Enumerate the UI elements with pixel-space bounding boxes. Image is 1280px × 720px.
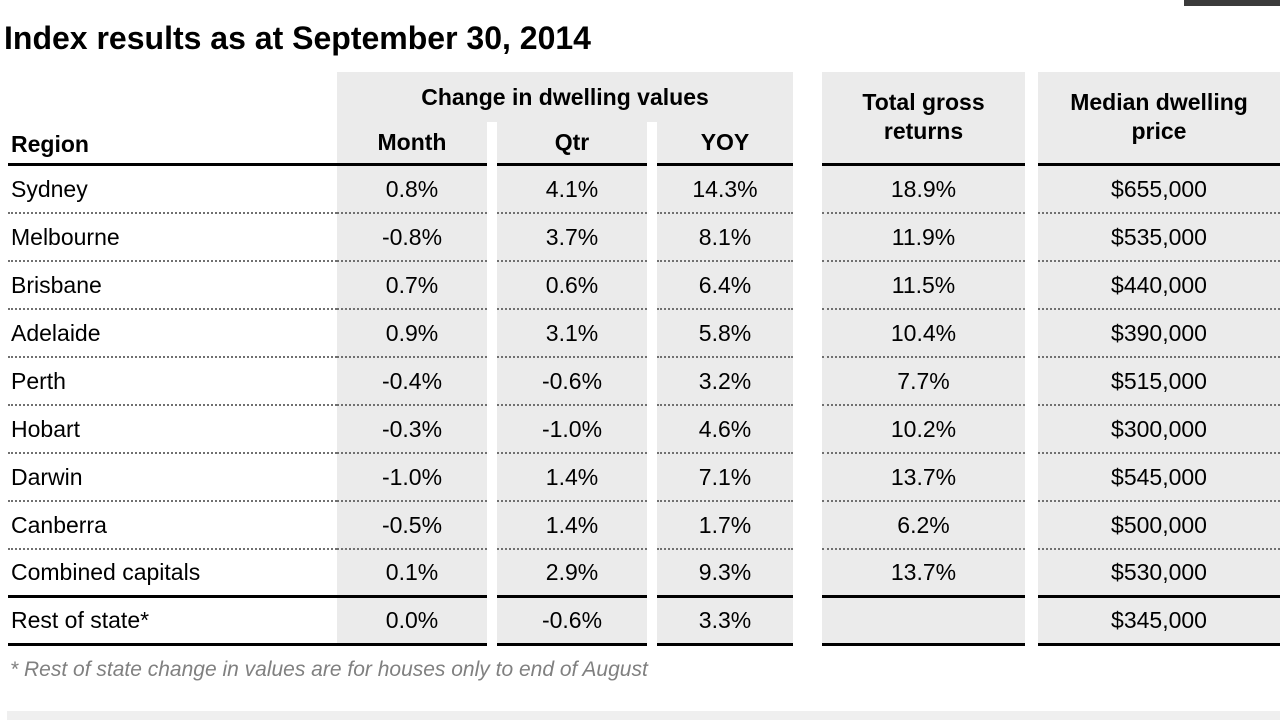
region-cell: Combined capitals xyxy=(8,550,337,598)
decorative-dark-bar xyxy=(1184,0,1280,6)
table-row xyxy=(8,214,1280,262)
total-gross-returns-cell: 11.9% xyxy=(822,214,1025,262)
group-header-change-in-dwelling-values: Change in dwelling values xyxy=(337,72,793,122)
region-cell: Brisbane xyxy=(8,262,337,310)
region-cell: Melbourne xyxy=(8,214,337,262)
column-group-gap xyxy=(793,502,822,550)
month-value-cell: -0.8% xyxy=(337,214,487,262)
column-group-gap xyxy=(793,214,822,262)
yoy-value-cell: 4.6% xyxy=(657,406,793,454)
column-group-gap xyxy=(793,406,822,454)
median-price-cell: $545,000 xyxy=(1038,454,1280,502)
column-header-yoy: YOY xyxy=(657,122,793,166)
table-row xyxy=(8,310,1280,358)
region-cell: Rest of state* xyxy=(8,598,337,646)
column-gap xyxy=(647,262,657,310)
column-gap xyxy=(647,502,657,550)
column-header-line: Median dwelling xyxy=(1070,89,1248,116)
yoy-value-cell: 3.2% xyxy=(657,358,793,406)
column-gap xyxy=(487,310,497,358)
column-gap xyxy=(1025,454,1038,502)
column-group-gap xyxy=(793,310,822,358)
region-cell: Sydney xyxy=(8,166,337,214)
index-results-table xyxy=(8,72,1280,646)
yoy-value-cell: 6.4% xyxy=(657,262,793,310)
column-header-region: Region xyxy=(8,122,337,166)
month-value-cell: 0.0% xyxy=(337,598,487,646)
yoy-value-cell: 14.3% xyxy=(657,166,793,214)
month-value-cell: 0.1% xyxy=(337,550,487,598)
month-value-cell: -0.5% xyxy=(337,502,487,550)
column-gap xyxy=(1025,358,1038,406)
column-header-qtr: Qtr xyxy=(497,122,647,166)
total-gross-returns-cell: 7.7% xyxy=(822,358,1025,406)
month-value-cell: -0.3% xyxy=(337,406,487,454)
column-header-line: Total gross xyxy=(862,89,985,116)
column-gap xyxy=(647,550,657,598)
table-row xyxy=(8,358,1280,406)
column-gap xyxy=(1025,598,1038,646)
month-value-cell: -0.4% xyxy=(337,358,487,406)
qtr-value-cell: -0.6% xyxy=(497,358,647,406)
page-title: Index results as at September 30, 2014 xyxy=(4,20,591,56)
table-row xyxy=(8,166,1280,214)
yoy-value-cell: 9.3% xyxy=(657,550,793,598)
column-gap xyxy=(1025,502,1038,550)
column-header-line: price xyxy=(1131,117,1187,144)
column-gap xyxy=(487,550,497,598)
median-price-cell: $390,000 xyxy=(1038,310,1280,358)
column-gap xyxy=(1025,262,1038,310)
qtr-value-cell: 1.4% xyxy=(497,454,647,502)
qtr-value-cell: 3.1% xyxy=(497,310,647,358)
table-row xyxy=(8,406,1280,454)
column-gap xyxy=(487,598,497,646)
column-header-total-gross-returns xyxy=(822,72,1025,166)
column-header-month: Month xyxy=(337,122,487,166)
region-cell: Hobart xyxy=(8,406,337,454)
total-gross-returns-cell xyxy=(822,598,1025,646)
column-gap xyxy=(1025,214,1038,262)
table-row xyxy=(8,454,1280,502)
total-gross-returns-cell: 10.4% xyxy=(822,310,1025,358)
median-price-cell: $655,000 xyxy=(1038,166,1280,214)
table-row xyxy=(8,598,1280,646)
column-gap xyxy=(647,598,657,646)
median-price-cell: $530,000 xyxy=(1038,550,1280,598)
region-cell: Darwin xyxy=(8,454,337,502)
column-gap xyxy=(1025,550,1038,598)
region-cell: Perth xyxy=(8,358,337,406)
column-group-gap xyxy=(793,262,822,310)
total-gross-returns-cell: 10.2% xyxy=(822,406,1025,454)
column-gap xyxy=(1025,406,1038,454)
qtr-value-cell: 4.1% xyxy=(497,166,647,214)
column-gap xyxy=(647,358,657,406)
footnote: * Rest of state change in values are for houses only to end of August xyxy=(10,658,648,681)
region-cell: Canberra xyxy=(8,502,337,550)
total-gross-returns-cell: 13.7% xyxy=(822,550,1025,598)
column-gap xyxy=(647,166,657,214)
column-group-gap xyxy=(793,166,822,214)
qtr-value-cell: 3.7% xyxy=(497,214,647,262)
column-gap xyxy=(487,214,497,262)
yoy-value-cell: 7.1% xyxy=(657,454,793,502)
qtr-value-cell: 1.4% xyxy=(497,502,647,550)
qtr-value-cell: -1.0% xyxy=(497,406,647,454)
column-group-gap xyxy=(793,598,822,646)
column-group-gap xyxy=(793,550,822,598)
median-price-cell: $345,000 xyxy=(1038,598,1280,646)
total-gross-returns-cell: 18.9% xyxy=(822,166,1025,214)
table-row xyxy=(8,262,1280,310)
yoy-value-cell: 8.1% xyxy=(657,214,793,262)
median-price-cell: $535,000 xyxy=(1038,214,1280,262)
column-gap xyxy=(487,454,497,502)
yoy-value-cell: 5.8% xyxy=(657,310,793,358)
total-gross-returns-cell: 11.5% xyxy=(822,262,1025,310)
table-row xyxy=(8,502,1280,550)
decorative-bottom-strip xyxy=(7,711,1280,720)
month-value-cell: -1.0% xyxy=(337,454,487,502)
qtr-value-cell: 0.6% xyxy=(497,262,647,310)
column-group-gap xyxy=(793,454,822,502)
column-gap xyxy=(487,262,497,310)
total-gross-returns-cell: 13.7% xyxy=(822,454,1025,502)
column-gap xyxy=(1025,310,1038,358)
column-gap xyxy=(1025,166,1038,214)
median-price-cell: $500,000 xyxy=(1038,502,1280,550)
column-group-gap xyxy=(793,358,822,406)
qtr-value-cell: 2.9% xyxy=(497,550,647,598)
table-row xyxy=(8,550,1280,598)
column-header-line: returns xyxy=(883,117,964,144)
column-gap xyxy=(487,358,497,406)
table-body xyxy=(8,166,1280,646)
median-price-cell: $440,000 xyxy=(1038,262,1280,310)
month-value-cell: 0.8% xyxy=(337,166,487,214)
column-gap xyxy=(647,406,657,454)
column-gap xyxy=(647,214,657,262)
column-gap xyxy=(487,166,497,214)
table-header xyxy=(8,72,1280,166)
column-gap xyxy=(487,502,497,550)
column-gap xyxy=(647,310,657,358)
column-gap xyxy=(647,454,657,502)
median-price-cell: $515,000 xyxy=(1038,358,1280,406)
qtr-value-cell: -0.6% xyxy=(497,598,647,646)
region-cell: Adelaide xyxy=(8,310,337,358)
column-gap xyxy=(487,406,497,454)
yoy-value-cell: 3.3% xyxy=(657,598,793,646)
column-header-median-dwelling-price xyxy=(1038,72,1280,166)
month-value-cell: 0.9% xyxy=(337,310,487,358)
yoy-value-cell: 1.7% xyxy=(657,502,793,550)
median-price-cell: $300,000 xyxy=(1038,406,1280,454)
month-value-cell: 0.7% xyxy=(337,262,487,310)
total-gross-returns-cell: 6.2% xyxy=(822,502,1025,550)
